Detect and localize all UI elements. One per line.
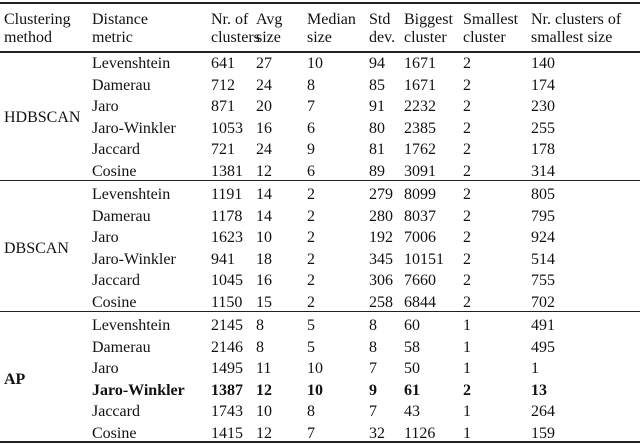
table-cell: 16 [256, 119, 272, 137]
table-cell: 2 [463, 141, 471, 158]
table-cell: 60 [404, 317, 420, 334]
table-cell: 314 [531, 162, 555, 180]
column-header: cluster [463, 29, 506, 46]
distance-metric-cell: Jaccard [92, 272, 140, 289]
table-cell: 2 [307, 186, 315, 203]
table-cell: 2 [463, 293, 471, 311]
column-header: dev. [369, 29, 396, 46]
column-header: Median [307, 11, 356, 28]
table-cell: 81 [369, 141, 385, 158]
table-cell: 924 [531, 229, 555, 246]
table-cell: 1178 [211, 207, 243, 225]
table-cell: 1150 [211, 293, 243, 311]
column-header: Biggest [404, 11, 453, 28]
table-cell: 495 [531, 338, 555, 356]
table-cell: 2145 [211, 317, 243, 334]
table-cell: 755 [531, 272, 555, 289]
table-cell: 1053 [211, 119, 243, 137]
table-cell: 491 [531, 317, 555, 334]
table-cell: 2 [463, 186, 471, 203]
top-rule [0, 2, 640, 4]
table-cell: 1126 [404, 424, 436, 442]
distance-metric-cell: Jaro-Winkler [92, 381, 185, 399]
table-cell: 230 [531, 98, 555, 115]
table-cell: 721 [211, 141, 235, 158]
distance-metric-cell: Jaro-Winkler [92, 119, 176, 137]
table-cell: 514 [531, 250, 555, 268]
table-cell: 1671 [404, 55, 436, 72]
table-cell: 1 [531, 360, 539, 377]
table-cell: 1495 [211, 360, 243, 377]
table-cell: 8 [369, 317, 377, 334]
table-cell: 85 [369, 76, 385, 94]
table-cell: 2 [463, 76, 471, 94]
table-cell: 805 [531, 186, 555, 203]
table-cell: 2 [463, 250, 471, 268]
table-cell: 14 [256, 207, 272, 225]
table-cell: 2 [307, 207, 315, 225]
table-cell: 2 [463, 229, 471, 246]
table-cell: 6 [307, 162, 315, 180]
distance-metric-cell: Cosine [92, 293, 137, 311]
column-header: Clustering [4, 11, 71, 28]
column-header: metric [92, 29, 133, 46]
table-cell: 1415 [211, 424, 243, 442]
table-cell: 712 [211, 76, 235, 94]
column-header: cluster [404, 29, 447, 46]
column-header: Nr. clusters of [531, 11, 622, 28]
column-header: Nr. of [211, 11, 249, 28]
column-header: Smallest [463, 11, 519, 28]
table-cell: 1623 [211, 229, 243, 246]
table-cell: 12 [256, 381, 272, 399]
table-cell: 2 [463, 207, 471, 225]
table-cell: 15 [256, 293, 272, 311]
table-cell: 1 [463, 360, 471, 377]
table-cell: 2146 [211, 338, 243, 356]
table-cell: 2 [463, 98, 471, 115]
table-cell: 795 [531, 207, 555, 225]
table-cell: 10 [256, 403, 272, 420]
table-cell: 2 [463, 381, 471, 399]
distance-metric-cell: Jaccard [92, 141, 140, 158]
table-cell: 24 [256, 141, 272, 158]
column-header: Distance [92, 11, 148, 28]
table-cell: 7 [307, 424, 315, 442]
table-cell: 7006 [404, 229, 436, 246]
table-cell: 255 [531, 119, 555, 137]
table-cell: 10 [307, 55, 323, 72]
distance-metric-cell: Damerau [92, 338, 151, 356]
distance-metric-cell: Cosine [92, 162, 137, 180]
table-cell: 8099 [404, 186, 436, 203]
table-cell: 345 [369, 250, 393, 268]
table-cell: 9 [307, 141, 315, 158]
table-cell: 1387 [211, 381, 243, 399]
table-cell: 14 [256, 186, 272, 203]
table-cell: 1045 [211, 272, 243, 289]
distance-metric-cell: Damerau [92, 76, 151, 94]
table-cell: 641 [211, 55, 235, 72]
table-cell: 1 [463, 424, 471, 442]
header-rule [0, 51, 640, 53]
table-cell: 7 [307, 98, 315, 115]
table-cell: 192 [369, 229, 393, 246]
table-cell: 2 [463, 119, 471, 137]
table-cell: 10 [256, 229, 272, 246]
table-cell: 1671 [404, 76, 436, 94]
table-cell: 2 [307, 272, 315, 289]
table-cell: 1743 [211, 403, 243, 420]
distance-metric-cell: Jaccard [92, 403, 140, 420]
table-cell: 2232 [404, 98, 436, 115]
column-header: Avg [256, 11, 283, 28]
table-cell: 174 [531, 76, 555, 94]
distance-metric-cell: Jaro [92, 360, 119, 377]
distance-metric-cell: Jaro-Winkler [92, 250, 176, 268]
table-cell: 7 [369, 403, 377, 420]
column-header: method [4, 29, 52, 46]
table-cell: 264 [531, 403, 555, 420]
table-cell: 2 [307, 293, 315, 311]
table-cell: 8037 [404, 207, 436, 225]
distance-metric-cell: Cosine [92, 424, 137, 442]
table-cell: 7 [369, 360, 377, 377]
table-cell: 5 [307, 317, 315, 334]
table-cell: 61 [404, 381, 420, 399]
table-cell: 20 [256, 98, 272, 115]
table-cell: 8 [256, 338, 264, 356]
table-cell: 10 [307, 360, 323, 377]
column-header: size [307, 29, 332, 46]
table-cell: 2 [463, 55, 471, 72]
table-cell: 1381 [211, 162, 243, 180]
table-cell: 32 [369, 424, 385, 442]
column-header: clusters [211, 29, 260, 46]
table-cell: 12 [256, 424, 272, 442]
distance-metric-cell: Damerau [92, 207, 151, 225]
table-cell: 8 [256, 317, 264, 334]
table-cell: 1762 [404, 141, 436, 158]
table-cell: 871 [211, 98, 235, 115]
distance-metric-cell: Levenshtein [92, 317, 171, 334]
table-cell: 2385 [404, 119, 436, 137]
table-cell: 58 [404, 338, 420, 356]
table-cell: 18 [256, 250, 272, 268]
table-cell: 6 [307, 119, 315, 137]
table-cell: 10151 [404, 250, 444, 268]
table-cell: 10 [307, 381, 323, 399]
table-cell: 159 [531, 424, 555, 442]
table-cell: 13 [531, 381, 547, 399]
table-cell: 140 [531, 55, 555, 72]
distance-metric-cell: Levenshtein [92, 186, 171, 203]
table-cell: 43 [404, 403, 420, 420]
table-cell: 941 [211, 250, 235, 268]
column-header: Std [369, 11, 391, 28]
distance-metric-cell: Levenshtein [92, 55, 171, 72]
table-cell: 91 [369, 98, 385, 115]
table-cell: 50 [404, 360, 420, 377]
clustering-method-label: HDBSCAN [4, 108, 81, 126]
table-cell: 9 [369, 381, 377, 399]
table-cell: 279 [369, 186, 393, 203]
distance-metric-cell: Jaro [92, 98, 119, 115]
table-cell: 5 [307, 338, 315, 356]
clustering-method-label: AP [4, 370, 26, 388]
table-cell: 280 [369, 207, 393, 225]
column-header: size [256, 29, 281, 46]
table-cell: 3091 [404, 162, 436, 180]
table-cell: 1 [463, 317, 471, 334]
table-cell: 89 [369, 162, 385, 180]
table-cell: 16 [256, 272, 272, 289]
table-cell: 8 [307, 403, 315, 420]
table-cell: 258 [369, 293, 393, 311]
column-header: smallest size [531, 29, 613, 46]
table-cell: 306 [369, 272, 393, 289]
table-cell: 6844 [404, 293, 436, 311]
table-cell: 178 [531, 141, 555, 158]
table-cell: 2 [463, 272, 471, 289]
table-cell: 24 [256, 76, 272, 94]
table-cell: 11 [256, 360, 272, 377]
distance-metric-cell: Jaro [92, 229, 119, 246]
table-cell: 7660 [404, 272, 436, 289]
table-cell: 8 [369, 338, 377, 356]
table-cell: 2 [307, 229, 315, 246]
table-cell: 1191 [211, 186, 243, 203]
table-cell: 80 [369, 119, 385, 137]
table-cell: 94 [369, 55, 385, 72]
clustering-method-label: DBSCAN [4, 239, 69, 257]
table-cell: 1 [463, 338, 471, 356]
table-cell: 12 [256, 162, 272, 180]
table-cell: 8 [307, 76, 315, 94]
table-cell: 27 [256, 55, 272, 72]
table-cell: 702 [531, 293, 555, 311]
table-cell: 1 [463, 403, 471, 420]
table-cell: 2 [463, 162, 471, 180]
table-cell: 2 [307, 250, 315, 268]
